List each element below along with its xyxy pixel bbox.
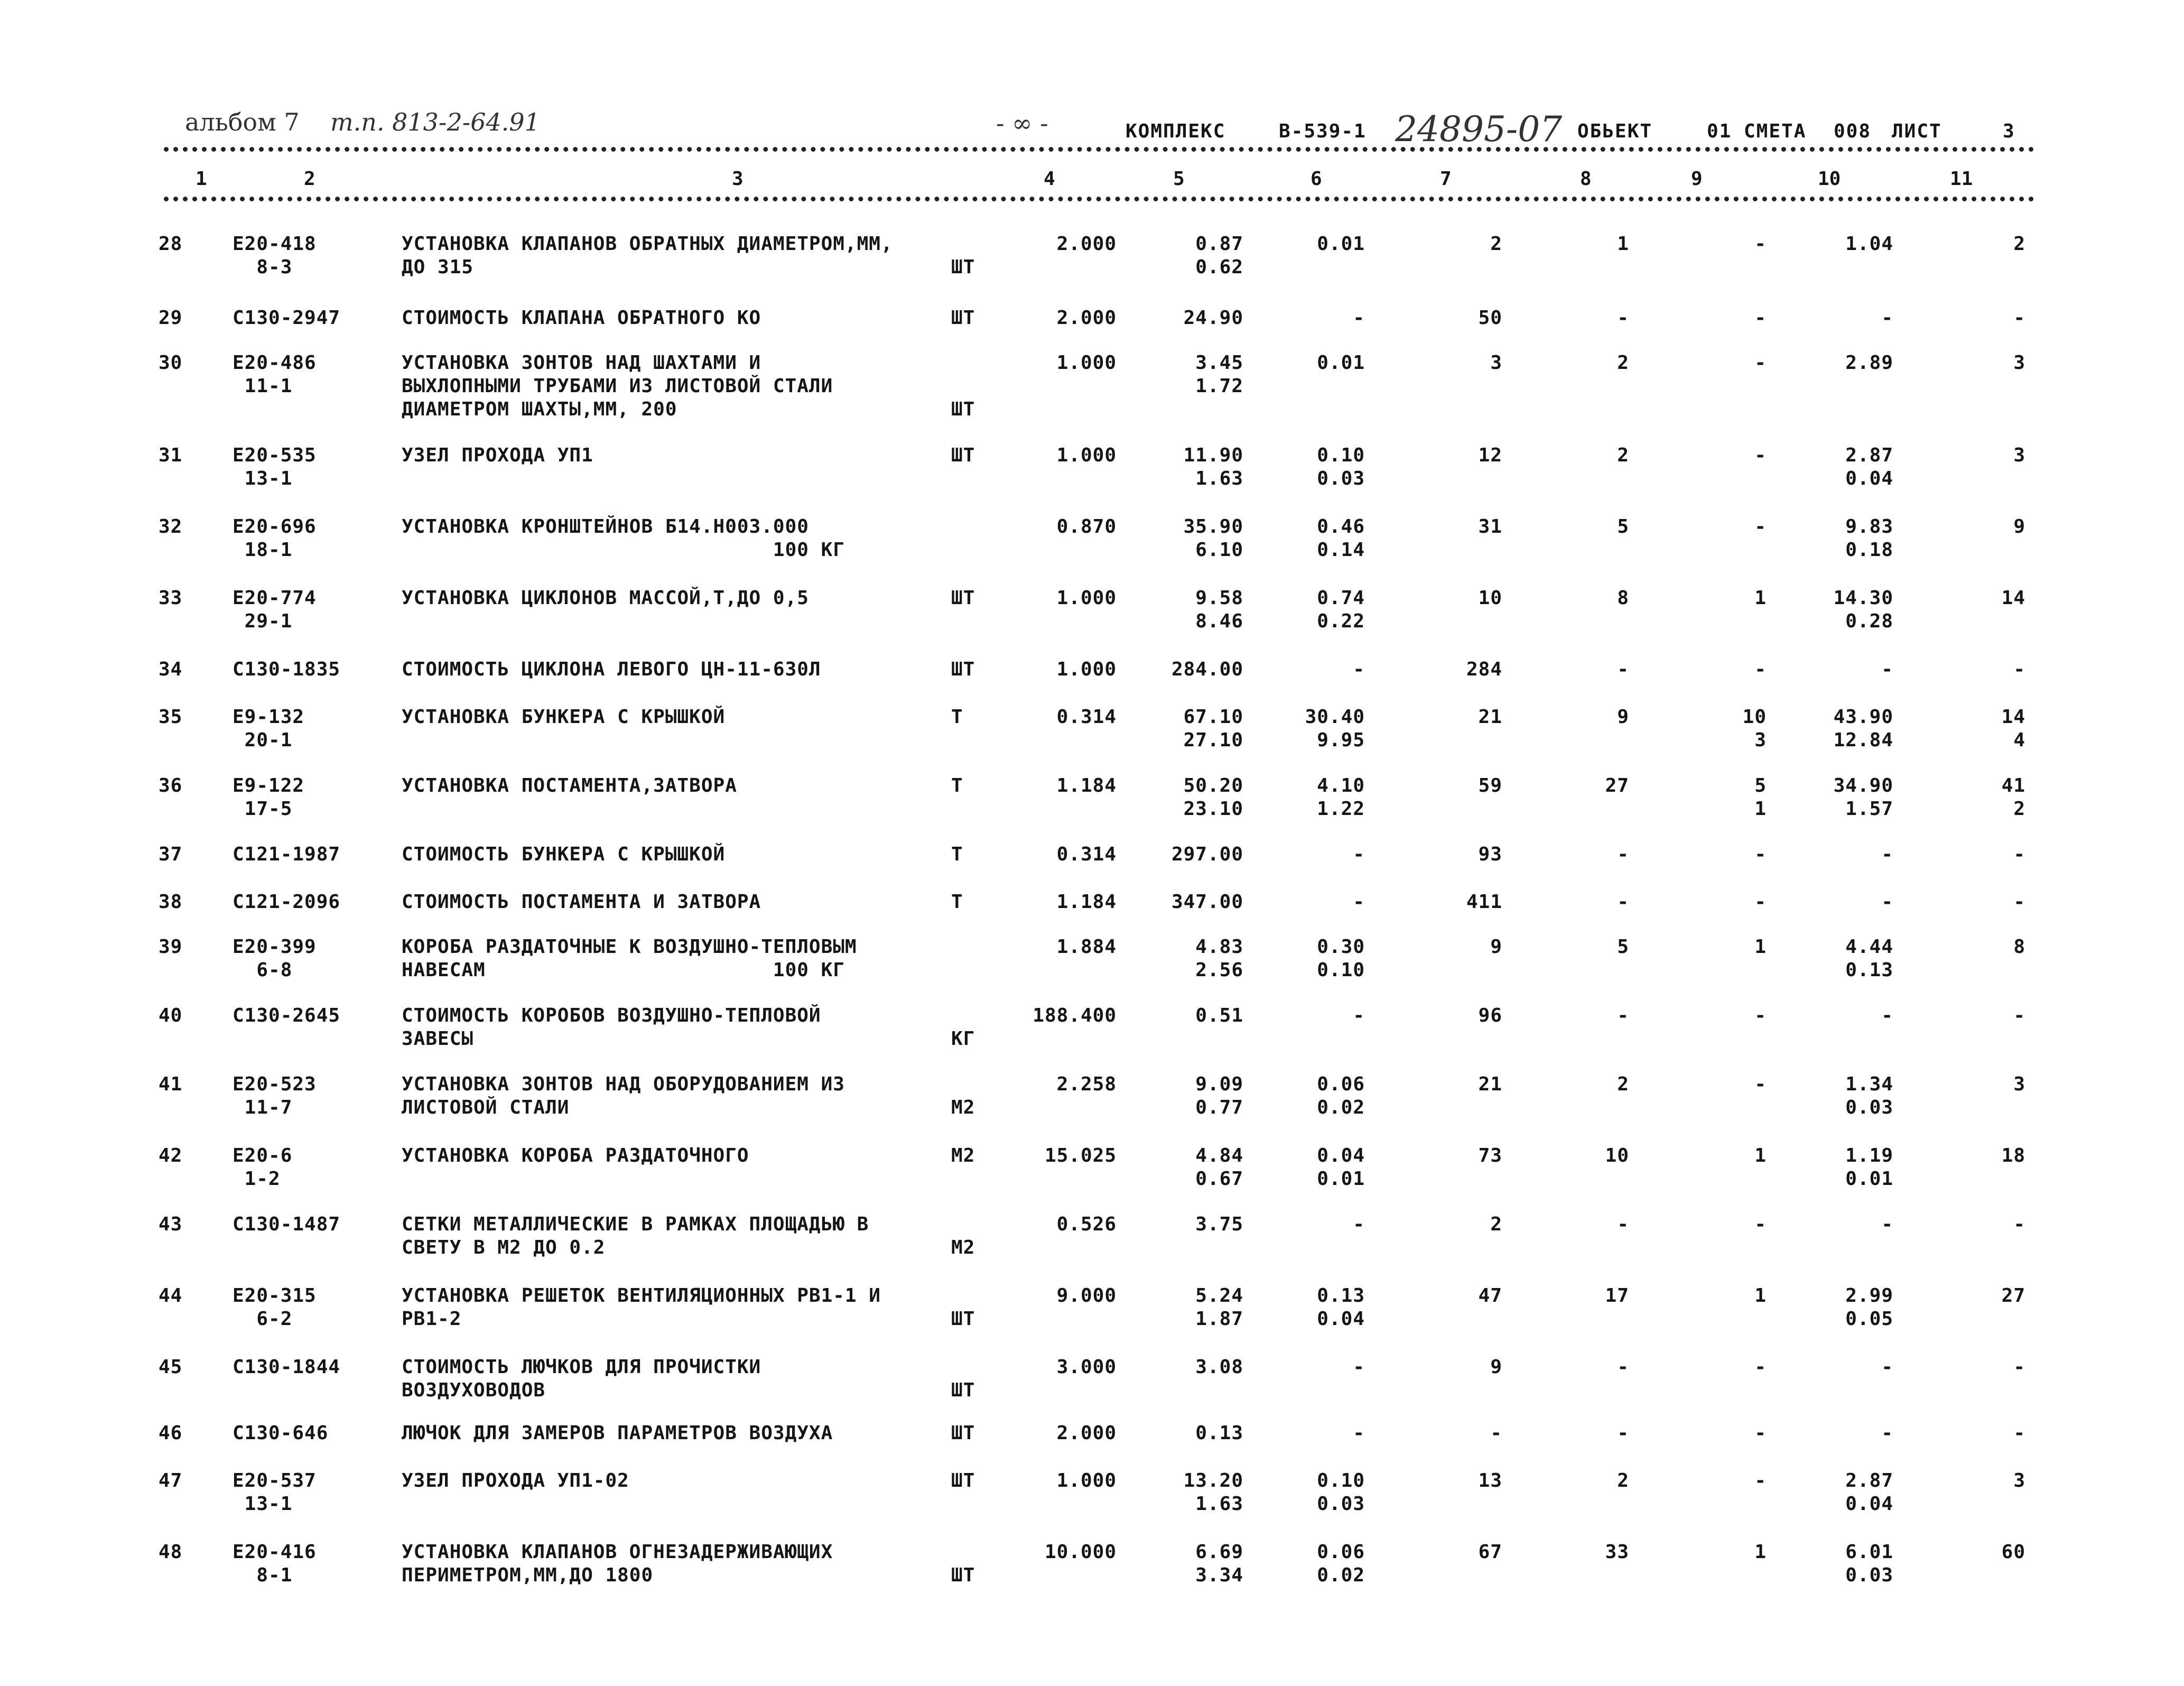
- labor-hours: 14.30 0.28: [1833, 587, 1893, 632]
- quantity: 15.025: [1044, 1145, 1117, 1166]
- total-cost: 2: [1490, 233, 1502, 255]
- unit-cost: 4.84 0.67: [1195, 1145, 1243, 1190]
- price-code: Е20-774 29-1: [233, 587, 317, 632]
- total-cost: 10: [1478, 587, 1502, 609]
- price-code: С121-2096: [233, 891, 341, 913]
- wages: -: [1617, 1356, 1629, 1378]
- labor-hours: -: [1881, 891, 1893, 913]
- total-cost: 21: [1478, 1073, 1502, 1095]
- wages: 33: [1605, 1541, 1629, 1563]
- unit-of-measure: ШТ: [951, 587, 975, 609]
- row-number: 47: [159, 1470, 183, 1492]
- row-number: 36: [159, 775, 183, 796]
- labor-hours: 9.83 0.18: [1845, 516, 1893, 561]
- row-number: 35: [159, 706, 183, 728]
- row-number: 29: [159, 307, 183, 329]
- price-code: С130-646: [233, 1422, 329, 1444]
- unit-of-measure: Т: [951, 706, 963, 728]
- work-description: КОРОБА РАЗДАТОЧНЫЕ К ВОЗДУШНО-ТЕПЛОВЫМ НАВЕСАМ 100 КГ: [402, 936, 857, 981]
- machine-cost: 0.06 0.02: [1317, 1541, 1365, 1586]
- unit-cost: 35.90 6.10: [1183, 516, 1243, 561]
- header-rule: [164, 197, 2034, 201]
- quantity: 1.884: [1056, 936, 1117, 958]
- work-description: УЗЕЛ ПРОХОДА УП1: [402, 444, 593, 466]
- unit-cost: 24.90: [1183, 307, 1243, 329]
- complex-label: КОМПЛЕКС: [1126, 121, 1226, 142]
- unit-cost: 3.45 1.72: [1195, 352, 1243, 397]
- quantity: 0.314: [1056, 706, 1117, 728]
- quantity: 9.000: [1056, 1285, 1117, 1307]
- machine-wages: -: [1754, 1356, 1767, 1378]
- work-description: УСТАНОВКА ЗОНТОВ НАД ОБОРУДОВАНИЕМ ИЗ ЛИСТОВОЙ СТАЛИ: [402, 1073, 845, 1118]
- total-cost: 2: [1490, 1213, 1502, 1235]
- machine-wages: -: [1754, 659, 1767, 680]
- sheet-header: [0, 0, 2184, 159]
- total-cost: 284: [1466, 659, 1502, 680]
- price-code: Е20-315 6-2: [233, 1285, 317, 1330]
- labor-hours: 4.44 0.13: [1845, 936, 1893, 981]
- unit-cost: 0.87 0.62: [1195, 233, 1243, 278]
- total-labor: 3: [2013, 352, 2025, 374]
- col-number: 11: [1950, 168, 1973, 190]
- price-code: Е20-6 1-2: [233, 1145, 293, 1190]
- row-number: 37: [159, 844, 183, 865]
- quantity: 3.000: [1056, 1356, 1117, 1378]
- machine-cost: 0.06 0.02: [1317, 1073, 1365, 1118]
- row-number: 28: [159, 233, 183, 255]
- row-number: 43: [159, 1213, 183, 1235]
- col-number: 9: [1691, 168, 1703, 190]
- col-number: 10: [1818, 168, 1841, 190]
- price-code: С130-2947: [233, 307, 341, 329]
- machine-wages: -: [1754, 307, 1767, 329]
- col-number: 4: [1044, 168, 1055, 190]
- labor-hours: 1.04: [1845, 233, 1893, 255]
- wages: 2: [1617, 1073, 1629, 1095]
- total-cost: 12: [1478, 444, 1502, 466]
- unit-of-measure: М2: [951, 1097, 975, 1118]
- machine-wages: 1: [1754, 1145, 1767, 1166]
- row-number: 39: [159, 936, 183, 958]
- total-cost: 93: [1478, 844, 1502, 865]
- work-description: УЗЕЛ ПРОХОДА УП1-02: [402, 1470, 629, 1492]
- total-labor: 3: [2013, 444, 2025, 466]
- unit-of-measure: ШТ: [951, 256, 975, 278]
- machine-cost: -: [1353, 659, 1365, 680]
- wages: 8: [1617, 587, 1629, 609]
- row-number: 38: [159, 891, 183, 913]
- machine-cost: 0.46 0.14: [1317, 516, 1365, 561]
- total-labor: -: [2013, 307, 2025, 329]
- unit-of-measure: ШТ: [951, 1422, 975, 1444]
- unit-cost: 284.00: [1171, 659, 1243, 680]
- total-cost: 3: [1490, 352, 1502, 374]
- total-cost: 59: [1478, 775, 1502, 796]
- wages: 2: [1617, 444, 1629, 466]
- unit-of-measure: ШТ: [951, 444, 975, 466]
- machine-cost: 0.30 0.10: [1317, 936, 1365, 981]
- complex-number: 24895-07: [1395, 109, 1563, 150]
- work-description: УСТАНОВКА БУНКЕРА С КРЫШКОЙ: [402, 706, 726, 728]
- machine-cost: 0.74 0.22: [1317, 587, 1365, 632]
- row-number: 46: [159, 1422, 183, 1444]
- total-labor: 27: [2001, 1285, 2025, 1307]
- unit-of-measure: ШТ: [951, 1564, 975, 1586]
- quantity: 2.000: [1056, 233, 1117, 255]
- machine-wages: 1: [1754, 1285, 1767, 1307]
- machine-wages: -: [1754, 352, 1767, 374]
- machine-cost: 0.10 0.03: [1317, 444, 1365, 489]
- machine-cost: 0.10 0.03: [1317, 1470, 1365, 1515]
- unit-cost: 347.00: [1171, 891, 1243, 913]
- work-description: УСТАНОВКА ПОСТАМЕНТА,ЗАТВОРА: [402, 775, 737, 796]
- row-number: 33: [159, 587, 183, 609]
- labor-hours: -: [1881, 307, 1893, 329]
- machine-wages: 5 1: [1754, 775, 1767, 820]
- unit-of-measure: ШТ: [951, 1470, 975, 1492]
- total-labor: -: [2013, 1005, 2025, 1026]
- total-labor: 18: [2001, 1145, 2025, 1166]
- col-number: 6: [1311, 168, 1322, 190]
- quantity: 1.000: [1056, 659, 1117, 680]
- unit-of-measure: ШТ: [951, 399, 975, 420]
- quantity: 1.000: [1056, 352, 1117, 374]
- unit-cost: 297.00: [1171, 844, 1243, 865]
- machine-wages: 1: [1754, 936, 1767, 958]
- labor-hours: -: [1881, 1005, 1893, 1026]
- machine-wages: -: [1754, 1470, 1767, 1492]
- unit-cost: 13.20 1.63: [1183, 1470, 1243, 1515]
- col-number: 7: [1440, 168, 1452, 190]
- wages: 9: [1617, 706, 1629, 728]
- labor-hours: 43.90 12.84: [1833, 706, 1893, 751]
- wages: 17: [1605, 1285, 1629, 1307]
- row-number: 34: [159, 659, 183, 680]
- labor-hours: -: [1881, 1213, 1893, 1235]
- col-number: 8: [1580, 168, 1592, 190]
- total-cost: 9: [1490, 936, 1502, 958]
- total-cost: 96: [1478, 1005, 1502, 1026]
- quantity: 1.000: [1056, 1470, 1117, 1492]
- wages: 1: [1617, 233, 1629, 255]
- work-description: СТОИМОСТЬ КЛАПАНА ОБРАТНОГО КО: [402, 307, 761, 329]
- wages: 5: [1617, 936, 1629, 958]
- machine-wages: -: [1754, 1005, 1767, 1026]
- unit-of-measure: ШТ: [951, 659, 975, 680]
- price-code: Е20-696 18-1: [233, 516, 317, 561]
- price-code: Е20-523 11-7: [233, 1073, 317, 1118]
- total-cost: 31: [1478, 516, 1502, 538]
- machine-cost: -: [1353, 891, 1365, 913]
- row-number: 32: [159, 516, 183, 538]
- price-code: Е20-486 11-1: [233, 352, 317, 397]
- labor-hours: -: [1881, 1356, 1893, 1378]
- labor-hours: -: [1881, 659, 1893, 680]
- work-description: УСТАНОВКА ЦИКЛОНОВ МАССОЙ,Т,ДО 0,5: [402, 587, 809, 609]
- wages: 5: [1617, 516, 1629, 538]
- work-description: ЛЮЧОК ДЛЯ ЗАМЕРОВ ПАРАМЕТРОВ ВОЗДУХА: [402, 1422, 833, 1444]
- quantity: 0.870: [1056, 516, 1117, 538]
- wages: -: [1617, 307, 1629, 329]
- machine-cost: 0.04 0.01: [1317, 1145, 1365, 1190]
- work-description: УСТАНОВКА КЛАПАНОВ ОГНЕЗАДЕРЖИВАЮЩИХ ПЕРИМЕТРОМ,ММ,ДО 1800: [402, 1541, 833, 1586]
- quantity: 10.000: [1044, 1541, 1117, 1563]
- labor-hours: 34.90 1.57: [1833, 775, 1893, 820]
- quantity: 2.000: [1056, 1422, 1117, 1444]
- work-description: СТОИМОСТЬ БУНКЕРА С КРЫШКОЙ: [402, 844, 726, 865]
- machine-wages: 1: [1754, 1541, 1767, 1563]
- labor-hours: 2.87 0.04: [1845, 444, 1893, 489]
- unit-cost: 11.90 1.63: [1183, 444, 1243, 489]
- machine-wages: -: [1754, 1213, 1767, 1235]
- total-labor: 2: [2013, 233, 2025, 255]
- quantity: 1.184: [1056, 891, 1117, 913]
- row-number: 30: [159, 352, 183, 374]
- sheet-number: 3: [2003, 121, 2015, 142]
- price-code: Е20-399 6-8: [233, 936, 317, 981]
- row-number: 44: [159, 1285, 183, 1307]
- machine-cost: 4.10 1.22: [1317, 775, 1365, 820]
- labor-hours: 1.19 0.01: [1845, 1145, 1893, 1190]
- machine-cost: -: [1353, 844, 1365, 865]
- machine-wages: -: [1754, 1073, 1767, 1095]
- machine-wages: -: [1754, 444, 1767, 466]
- wages: 2: [1617, 352, 1629, 374]
- row-number: 48: [159, 1541, 183, 1563]
- object-value: 01: [1707, 121, 1732, 142]
- machine-cost: 0.13 0.04: [1317, 1285, 1365, 1330]
- machine-cost: 0.01: [1317, 233, 1365, 255]
- total-cost: 21: [1478, 706, 1502, 728]
- machine-cost: -: [1353, 1356, 1365, 1378]
- labor-hours: 2.89: [1845, 352, 1893, 374]
- wages: -: [1617, 891, 1629, 913]
- quantity: 0.314: [1056, 844, 1117, 865]
- price-code: С130-1487: [233, 1213, 341, 1235]
- unit-of-measure: М2: [951, 1237, 975, 1258]
- machine-wages: -: [1754, 891, 1767, 913]
- total-labor: -: [2013, 844, 2025, 865]
- quantity: 1.000: [1056, 444, 1117, 466]
- unit-cost: 50.20 23.10: [1183, 775, 1243, 820]
- unit-cost: 9.09 0.77: [1195, 1073, 1243, 1118]
- work-description: СЕТКИ МЕТАЛЛИЧЕСКИЕ В РАМКАХ ПЛОЩАДЬЮ В СВЕТУ В М2 ДО 0.2: [402, 1213, 869, 1258]
- unit-cost: 3.75: [1195, 1213, 1243, 1235]
- price-code: Е20-537 13-1: [233, 1470, 317, 1515]
- total-cost: 47: [1478, 1285, 1502, 1307]
- unit-cost: 5.24 1.87: [1195, 1285, 1243, 1330]
- quantity: 2.258: [1056, 1073, 1117, 1095]
- estimate-label: СМЕТА: [1744, 121, 1807, 142]
- price-code: Е20-416 8-1: [233, 1541, 317, 1586]
- machine-cost: -: [1353, 1005, 1365, 1026]
- price-code: Е20-418 8-3: [233, 233, 317, 278]
- total-labor: 3: [2013, 1470, 2025, 1492]
- labor-hours: 6.01 0.03: [1845, 1541, 1893, 1586]
- total-cost: 411: [1466, 891, 1502, 913]
- unit-of-measure: ШТ: [951, 307, 975, 329]
- machine-cost: 0.01: [1317, 352, 1365, 374]
- total-labor: 8: [2013, 936, 2025, 958]
- machine-wages: -: [1754, 1422, 1767, 1444]
- total-cost: 73: [1478, 1145, 1502, 1166]
- quantity: 188.400: [1033, 1005, 1117, 1026]
- price-code: Е9-122 17-5: [233, 775, 305, 820]
- work-description: СТОИМОСТЬ ЦИКЛОНА ЛЕВОГО ЦН-11-630Л: [402, 659, 821, 680]
- machine-wages: 1: [1754, 587, 1767, 609]
- machine-cost: -: [1353, 1213, 1365, 1235]
- wages: 10: [1605, 1145, 1629, 1166]
- machine-wages: -: [1754, 844, 1767, 865]
- row-number: 31: [159, 444, 183, 466]
- total-labor: -: [2013, 891, 2025, 913]
- estimate-value: 008: [1834, 121, 1872, 142]
- total-cost: 50: [1478, 307, 1502, 329]
- labor-hours: 1.34 0.03: [1845, 1073, 1893, 1118]
- object-label: ОБЬЕКТ: [1577, 121, 1653, 142]
- work-description: УСТАНОВКА КРОНШТЕЙНОВ Б14.Н003.000 100 КГ: [402, 516, 845, 561]
- unit-of-measure: ШТ: [951, 1379, 975, 1401]
- work-description: УСТАНОВКА КОРОБА РАЗДАТОЧНОГО: [402, 1145, 749, 1166]
- labor-hours: -: [1881, 1422, 1893, 1444]
- quantity: 2.000: [1056, 307, 1117, 329]
- wages: 27: [1605, 775, 1629, 796]
- complex-code: В-539-1: [1279, 121, 1367, 142]
- quantity: 1.000: [1056, 587, 1117, 609]
- machine-cost: -: [1353, 307, 1365, 329]
- total-labor: -: [2013, 1356, 2025, 1378]
- price-code: С130-1844: [233, 1356, 341, 1378]
- wages: -: [1617, 1005, 1629, 1026]
- unit-of-measure: М2: [951, 1145, 975, 1166]
- row-number: 45: [159, 1356, 183, 1378]
- total-labor: -: [2013, 1213, 2025, 1235]
- unit-cost: 0.51: [1195, 1005, 1243, 1026]
- quantity: 1.184: [1056, 775, 1117, 796]
- row-number: 41: [159, 1073, 183, 1095]
- machine-cost: -: [1353, 1422, 1365, 1444]
- work-description: СТОИМОСТЬ КОРОБОВ ВОЗДУШНО-ТЕПЛОВОЙ ЗАВЕСЫ: [402, 1005, 821, 1050]
- total-cost: 13: [1478, 1470, 1502, 1492]
- work-description: УСТАНОВКА ЗОНТОВ НАД ШАХТАМИ И ВЫХЛОПНЫМИ ТРУБАМИ ИЗ ЛИСТОВОЙ СТАЛИ ДИАМЕТРОМ ШАХТЫ,ММ, 200: [402, 352, 833, 420]
- unit-cost: 67.10 27.10: [1183, 706, 1243, 751]
- total-labor: 60: [2001, 1541, 2025, 1563]
- total-cost: 67: [1478, 1541, 1502, 1563]
- row-number: 40: [159, 1005, 183, 1026]
- price-code: Е9-132 20-1: [233, 706, 305, 751]
- total-labor: -: [2013, 1422, 2025, 1444]
- machine-wages: -: [1754, 516, 1767, 538]
- wages: -: [1617, 659, 1629, 680]
- total-labor: 9: [2013, 516, 2025, 538]
- wages: -: [1617, 1213, 1629, 1235]
- price-code: С130-1835: [233, 659, 341, 680]
- unit-of-measure: КГ: [951, 1028, 975, 1050]
- col-number: 1: [196, 168, 207, 190]
- top-rule: [164, 147, 2034, 152]
- col-number: 5: [1173, 168, 1185, 190]
- unit-of-measure: Т: [951, 775, 963, 796]
- work-description: СТОИМОСТЬ ЛЮЧКОВ ДЛЯ ПРОЧИСТКИ ВОЗДУХОВОДОВ: [402, 1356, 761, 1401]
- unit-of-measure: Т: [951, 891, 963, 913]
- tp-label: т.п. 813-2-64.91: [330, 108, 540, 136]
- total-cost: -: [1490, 1422, 1502, 1444]
- machine-cost: 30.40 9.95: [1305, 706, 1365, 751]
- wages: -: [1617, 1422, 1629, 1444]
- machine-wages: 10 3: [1742, 706, 1767, 751]
- album-label: альбом 7: [185, 108, 300, 136]
- unit-of-measure: ШТ: [951, 1308, 975, 1330]
- machine-wages: -: [1754, 233, 1767, 255]
- unit-cost: 6.69 3.34: [1195, 1541, 1243, 1586]
- total-labor: 3: [2013, 1073, 2025, 1095]
- row-number: 42: [159, 1145, 183, 1166]
- unit-cost: 3.08: [1195, 1356, 1243, 1378]
- page-mark: - ∞ -: [996, 109, 1048, 137]
- labor-hours: -: [1881, 844, 1893, 865]
- wages: 2: [1617, 1470, 1629, 1492]
- unit-of-measure: Т: [951, 844, 963, 865]
- total-labor: 41 2: [2001, 775, 2025, 820]
- work-description: СТОИМОСТЬ ПОСТАМЕНТА И ЗАТВОРА: [402, 891, 761, 913]
- total-labor: 14: [2001, 587, 2025, 609]
- wages: -: [1617, 844, 1629, 865]
- work-description: УСТАНОВКА РЕШЕТОК ВЕНТИЛЯЦИОННЫХ РВ1-1 И РВ1-2: [402, 1285, 881, 1330]
- price-code: Е20-535 13-1: [233, 444, 317, 489]
- work-description: УСТАНОВКА КЛАПАНОВ ОБРАТНЫХ ДИАМЕТРОМ,ММ, ДО 315: [402, 233, 893, 278]
- col-number: 3: [732, 168, 744, 190]
- total-labor: -: [2013, 659, 2025, 680]
- sheet-label: ЛИСТ: [1892, 121, 1942, 142]
- unit-cost: 4.83 2.56: [1195, 936, 1243, 981]
- unit-cost: 9.58 8.46: [1195, 587, 1243, 632]
- col-number: 2: [304, 168, 315, 190]
- unit-cost: 0.13: [1195, 1422, 1243, 1444]
- price-code: С121-1987: [233, 844, 341, 865]
- labor-hours: 2.87 0.04: [1845, 1470, 1893, 1515]
- labor-hours: 2.99 0.05: [1845, 1285, 1893, 1330]
- column-numbers: [0, 168, 2184, 192]
- quantity: 0.526: [1056, 1213, 1117, 1235]
- price-code: С130-2645: [233, 1005, 341, 1026]
- total-labor: 14 4: [2001, 706, 2025, 751]
- total-cost: 9: [1490, 1356, 1502, 1378]
